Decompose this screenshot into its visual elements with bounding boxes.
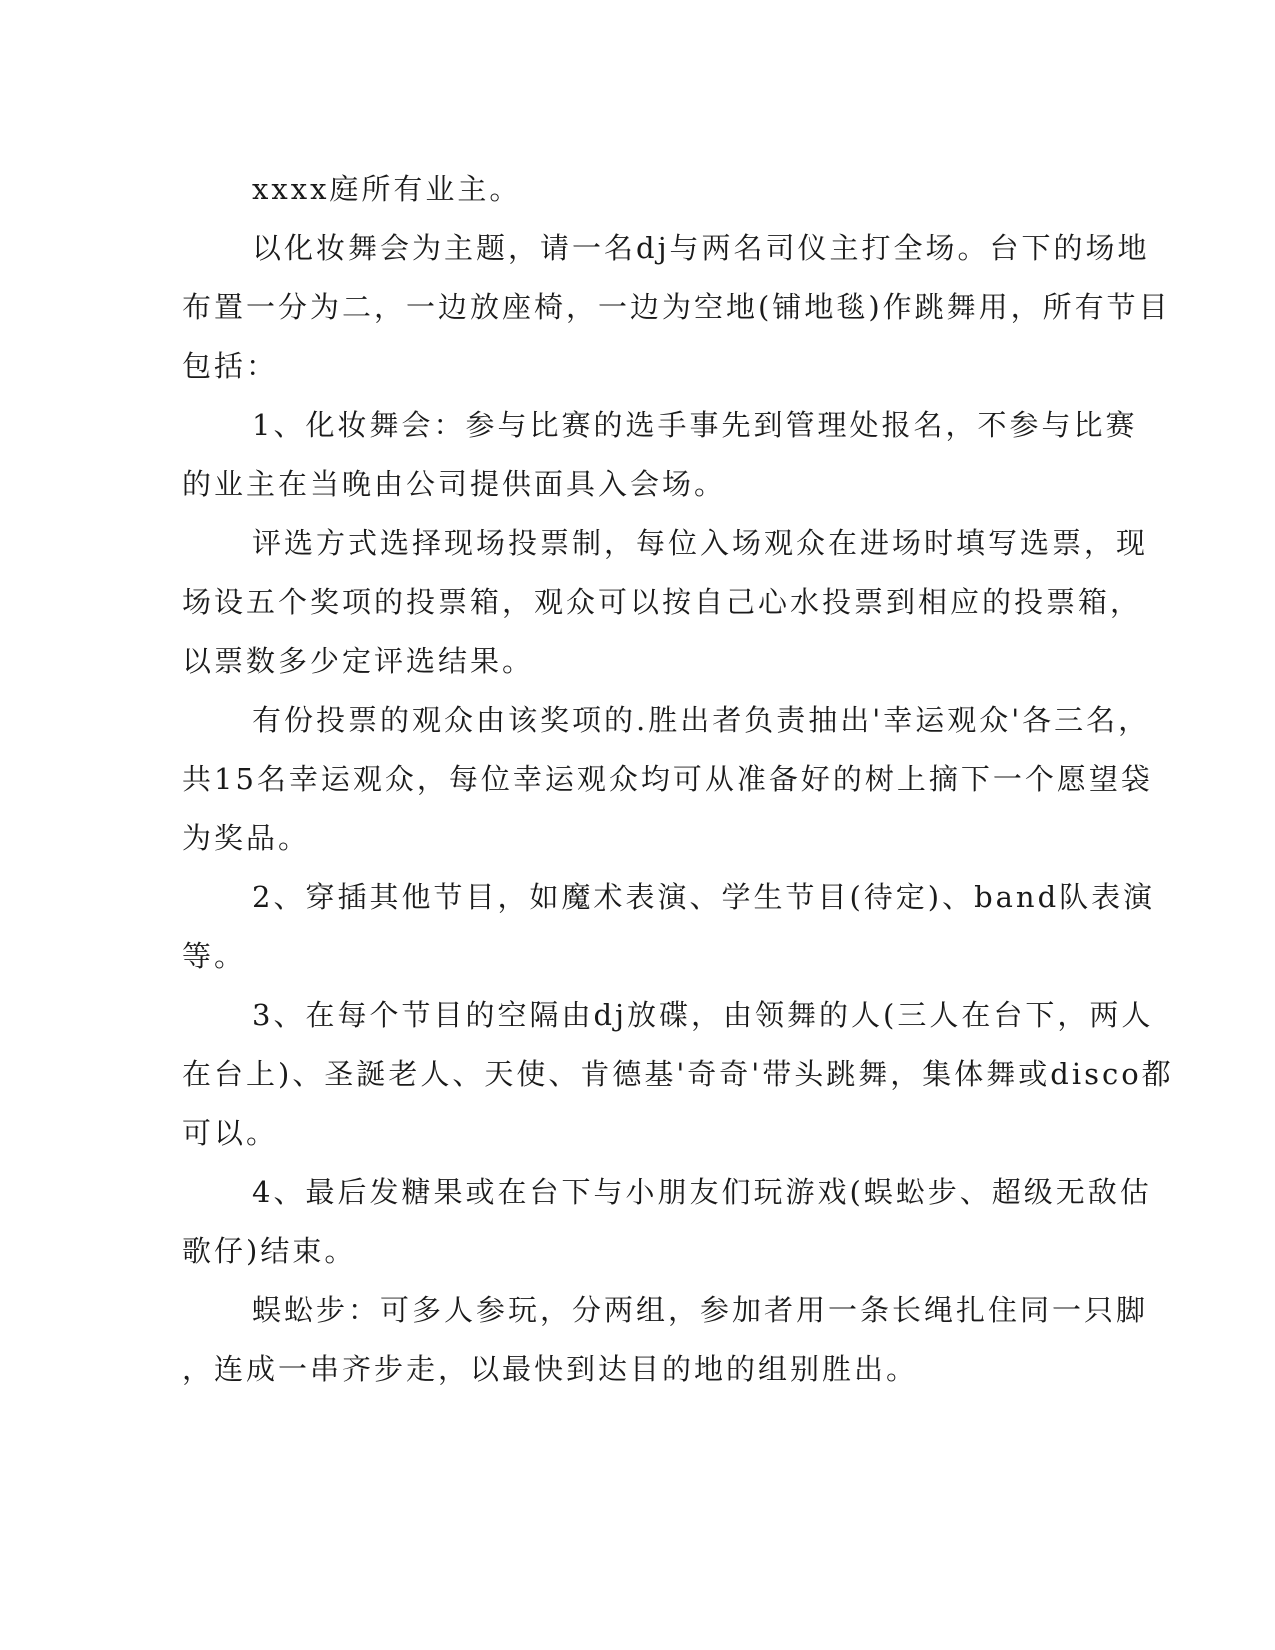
text-line: 在台上)、圣誕老人、天使、肯德基'奇奇'带头跳舞，集体舞或disco都: [182, 1057, 1174, 1091]
text-line: 以票数多少定评选结果。: [182, 644, 535, 678]
text-line: 的业主在当晚由公司提供面具入会场。: [182, 467, 727, 501]
text-line: 歌仔)结束。: [182, 1234, 357, 1268]
text-line: 布置一分为二，一边放座椅，一边为空地(铺地毯)作跳舞用，所有节目: [182, 290, 1171, 324]
text-line: 2、穿插其他节目，如魔术表演、学生节目(待定)、band队表演: [252, 880, 1156, 914]
text-line: 场设五个奖项的投票箱，观众可以按自己心水投票到相应的投票箱，: [182, 585, 1143, 619]
text-line: ，连成一串齐步走，以最快到达目的地的组别胜出。: [182, 1352, 919, 1386]
text-line: 有份投票的观众由该奖项的.胜出者负责抽出'幸运观众'各三名，: [252, 703, 1151, 737]
text-line: 1、化妆舞会：参与比赛的选手事先到管理处报名，不参与比赛: [252, 408, 1138, 442]
text-line: 蜈蚣步：可多人参玩，分两组，参加者用一条长绳扎住同一只脚: [252, 1293, 1149, 1327]
text-line: 4、最后发糖果或在台下与小朋友们玩游戏(蜈蚣步、超级无敌估: [252, 1175, 1152, 1209]
text-line: 为奖品。: [182, 821, 311, 855]
text-line: 评选方式选择现场投票制，每位入场观众在进场时填写选票，现: [252, 526, 1149, 560]
text-line: 等。: [182, 939, 247, 973]
document-body: [182, 160, 1174, 1399]
text-line: 3、在每个节目的空隔由dj放碟，由领舞的人(三人在台下，两人: [252, 998, 1154, 1032]
text-line: 以化妆舞会为主题，请一名dj与两名司仪主打全场。台下的场地: [252, 231, 1150, 265]
text-line: 包括：: [182, 349, 279, 383]
text-line: 可以。: [182, 1116, 279, 1150]
text-line: xxxx庭所有业主。: [252, 172, 522, 206]
text-line: 共15名幸运观众，每位幸运观众均可从准备好的树上摘下一个愿望袋: [182, 762, 1153, 796]
